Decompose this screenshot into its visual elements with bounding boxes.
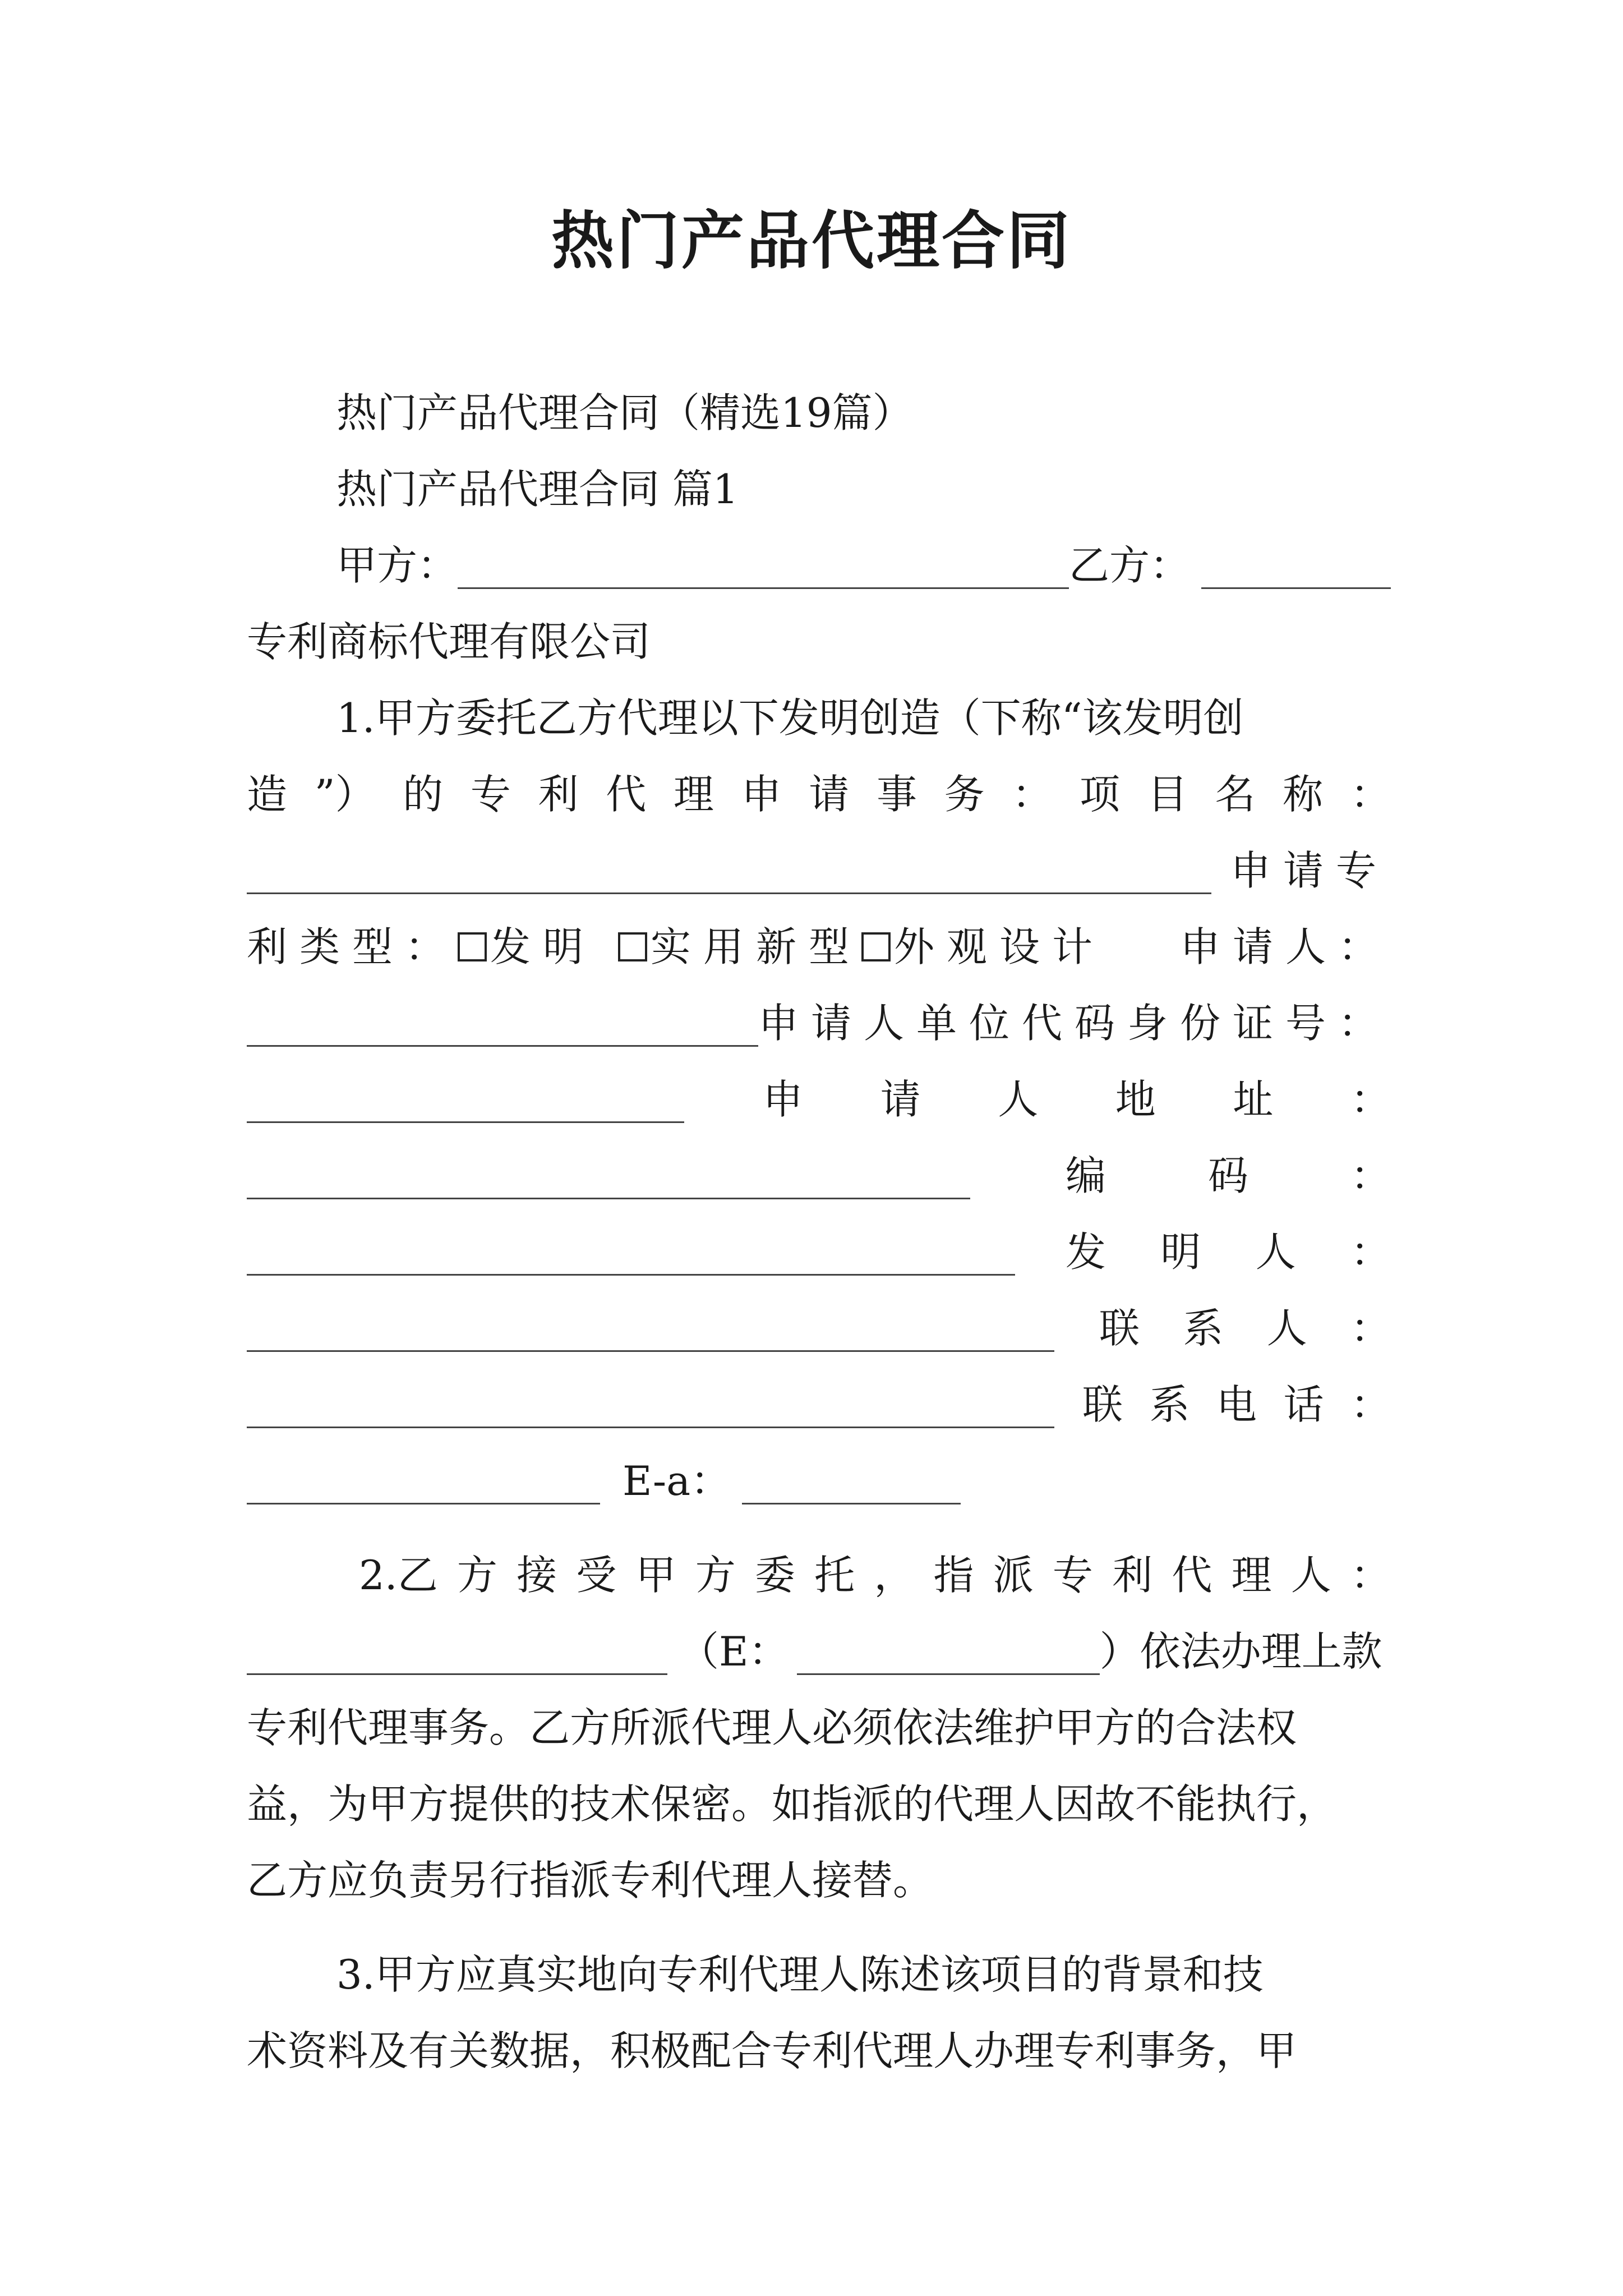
char: ： [1350,1552,1391,1599]
agent-e-label: （E： [679,1628,789,1675]
char: 项 [1080,771,1121,818]
char: 明 [1160,1228,1201,1276]
patent-type-label: 利类型： [247,923,458,970]
char: 理 [673,771,714,818]
checkbox-invention[interactable] [458,932,487,961]
char: 系 [1183,1305,1224,1352]
clause1-line3 [247,832,1391,909]
char: 址 [1233,1076,1274,1123]
char: 系 [1149,1381,1190,1428]
party-a-blank[interactable] [458,542,1069,589]
checkbox-design[interactable] [861,932,891,961]
char: ： [1350,1228,1391,1276]
char: 申 [741,771,782,818]
agent-e-blank[interactable] [797,1628,1100,1675]
clause1-line5 [247,985,1391,1061]
char: 编 [1066,1152,1106,1199]
clause1-line2 [247,756,1391,832]
char: 人 [1255,1228,1296,1276]
char: ： [1350,1381,1391,1428]
clause1-inventor-line [247,1214,1391,1290]
char: 委 [754,1552,795,1599]
clause1-code-line [247,1138,1391,1214]
code-blank[interactable] [247,1229,1015,1276]
char: 务 [944,771,985,818]
char: ： [1350,771,1391,818]
char: 甲 [635,1552,676,1599]
char: 理 [1231,1552,1272,1599]
char: 发 [1066,1228,1106,1276]
clause1-email-line [247,1443,1391,1519]
char: 请 [809,771,850,818]
char: 托 [814,1552,855,1599]
char: 事 [876,771,917,818]
subtitle: 热门产品代理合同（精选19篇） [336,389,913,436]
char: ： [1350,1152,1391,1199]
char: 称 [1283,771,1324,818]
char: ”） [314,771,376,818]
email-label: E-a： [623,1457,731,1504]
clause3-line1: 3.甲方应真实地向专利代理人陈述该项目的背景和技 [336,1951,1264,1998]
clause3-line2: 术资料及有关数据，积极配合专利代理人办理专利事务，甲 [247,2027,1297,2074]
char: 派 [993,1552,1034,1599]
char: 申 [763,1076,804,1123]
applicant-blank[interactable] [247,1000,758,1047]
char: 人 [998,1076,1039,1123]
char: 联 [1099,1305,1140,1352]
company-name: 专利商标代理有限公司 [247,618,651,665]
clause1-line1: 1.甲方委托乙方代理以下发明创造（下称“该发明创 [336,694,1244,742]
char: 话 [1283,1381,1324,1428]
party-a-label: 甲方： [336,542,458,589]
clause2-line1 [247,1537,1391,1613]
char: 人 [1290,1552,1331,1599]
party-b-label: 乙方： [1069,542,1191,589]
char: 受 [576,1552,617,1599]
char: 联 [1082,1381,1123,1428]
opt-design-label: 外观设计 [894,923,1105,970]
clause1-phone-line [247,1366,1391,1443]
phone-blank[interactable] [247,1458,600,1504]
clause2-line5: 乙方应负责另行指派专利代理人接替。 [247,1857,934,1904]
email-blank[interactable] [742,1458,961,1504]
char: 的 [403,771,444,818]
clause1-address-line [247,1061,1391,1138]
char: 请 [880,1076,921,1123]
id-code-label: 申请人单位代码身份证号： [758,1000,1391,1047]
char: 码 [1207,1152,1248,1199]
clause1-line4 [247,909,1391,985]
applicant-label: 申请人： [1179,923,1391,970]
char: 专 [1052,1552,1093,1599]
char: 2.乙 [359,1552,438,1599]
article-heading: 热门产品代理合同 篇1 [336,466,739,513]
clause1-contact-line [247,1290,1391,1366]
agent-blank[interactable] [247,1628,667,1675]
char: 利 [1112,1552,1153,1599]
clause2-line2-tail: ）依法办理上款 [1099,1628,1382,1675]
char: 人 [1266,1305,1307,1352]
char: 代 [1172,1552,1212,1599]
clause2-line3: 专利代理事务。乙方所派代理人必须依法维护甲方的合法权 [247,1704,1297,1751]
char: 地 [1115,1076,1156,1123]
char: 利 [538,771,579,818]
char: 造 [247,771,288,818]
char: 指 [933,1552,974,1599]
char: 电 [1216,1381,1257,1428]
char: 目 [1147,771,1188,818]
contact-blank[interactable] [247,1382,1054,1428]
clause1-line3-tail: 申请专 [1230,847,1389,894]
char: ： [1350,1076,1391,1123]
char: 方 [457,1552,497,1599]
char: ： [1012,771,1053,818]
char: ： [1350,1305,1391,1352]
address-blank[interactable] [247,1153,970,1199]
opt-invention-label: 发明 [490,923,596,970]
clause2-line4: 益，为甲方提供的技术保密。如指派的代理人因故不能执行， [247,1780,1338,1828]
clause2-line2 [247,1613,1391,1690]
opt-utility-label: 实用新型 [651,923,862,970]
char: 方 [695,1552,736,1599]
char: 接 [517,1552,557,1599]
parties-line [247,527,1391,604]
checkbox-utility[interactable] [618,932,647,961]
inventor-blank[interactable] [247,1305,1054,1352]
party-b-blank[interactable] [1201,542,1391,589]
id-code-blank[interactable] [247,1076,684,1123]
char: 名 [1215,771,1256,818]
char: ， [874,1552,915,1599]
char: 代 [606,771,647,818]
char: 专 [470,771,511,818]
project-name-blank[interactable] [247,848,1211,894]
document-title: 热门产品代理合同 [551,204,1072,278]
